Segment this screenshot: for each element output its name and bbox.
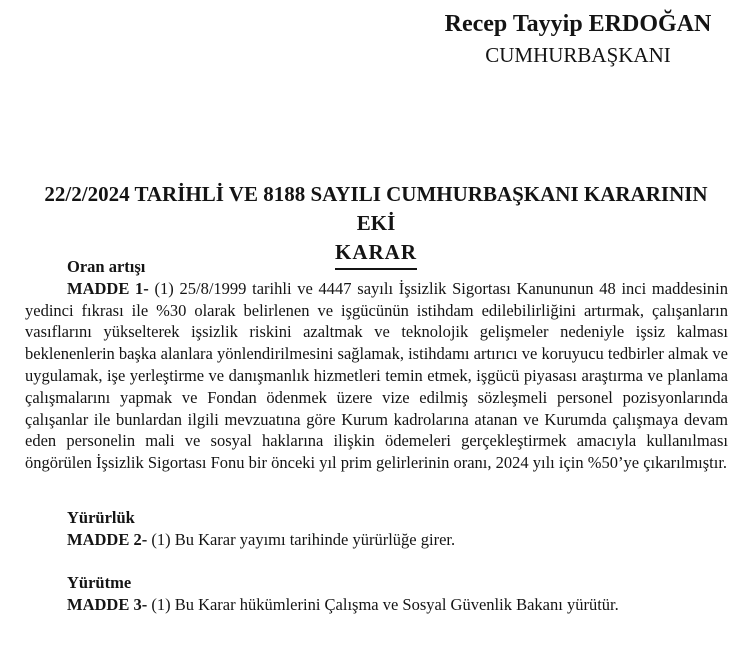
section-yurutme: [25, 572, 728, 616]
article-1: [25, 278, 728, 474]
decree-title-line2: KARAR: [335, 238, 417, 270]
decree-title-line1: 22/2/2024 TARİHLİ VE 8188 SAYILI CUMHURBAŞKANI KARARININ EKİ: [44, 182, 708, 235]
article-3-text: (1) Bu Karar hükümlerini Çalışma ve Sosyal Güvenlik Bakanı yürütür.: [151, 594, 619, 614]
article-3: [25, 594, 728, 616]
section-oran-artisi: [25, 256, 728, 474]
article-1-text: (1) 25/8/1999 tarihli ve 4447 sayılı İşsizlik Sigortası Kanununun 48 inci maddesinin yedinci fıkrası ile %30 olarak belirlenen ve işgücünün istihdam edilebilirliğini artırmak, çalışanların vasıflarını yükselterek işsizlik riskini azaltmak ve teknolojik gelişmeler nedeniyle işsiz kalması beklenenlerin başka alanlara yönlendirilmesini sağlamak, istihdamı artırıcı ve koruyucu tedbirler almak ve uygulamak, işe yerleştirme ve danışmanlık hizmetleri temin etmek, işgücü piyasası araştırma ve planlama çalışmalarını yapmak ve Fondan ödenmek üzere vize edilmiş sözleşmeli personel pozisyonlarında çalışanlar ile bunlardan ilgili mevzuatına göre Kurum kadrolarına atanan ve Kurumda çalışmaya devam eden personelin mali ve sosyal haklarına ilişkin ödemeleri gerçekleştirmek amacıyla kullanılması öngörülen İşsizlik Sigortası Fonu bir önceki yıl prim gelirlerinin oranı, 2024 yılı için %50’ye çıkarılmıştır.: [25, 278, 728, 473]
section-heading-yururluk: Yürürlük: [67, 508, 135, 527]
article-2-label: MADDE 2-: [67, 529, 148, 549]
president-name: Recep Tayyip ERDOĞAN: [444, 11, 712, 37]
president-title: CUMHURBAŞKANI: [485, 43, 671, 67]
article-2-text: (1) Bu Karar yayımı tarihinde yürürlüğe girer.: [151, 529, 456, 549]
article-2: [25, 529, 728, 551]
signature-block: [418, 9, 738, 68]
section-heading-oran-artisi: Oran artışı: [67, 257, 146, 276]
section-yururluk: [25, 507, 728, 551]
article-3-label: MADDE 3-: [67, 594, 148, 614]
article-1-label: MADDE 1-: [67, 278, 149, 298]
section-heading-yurutme: Yürütme: [67, 573, 132, 592]
